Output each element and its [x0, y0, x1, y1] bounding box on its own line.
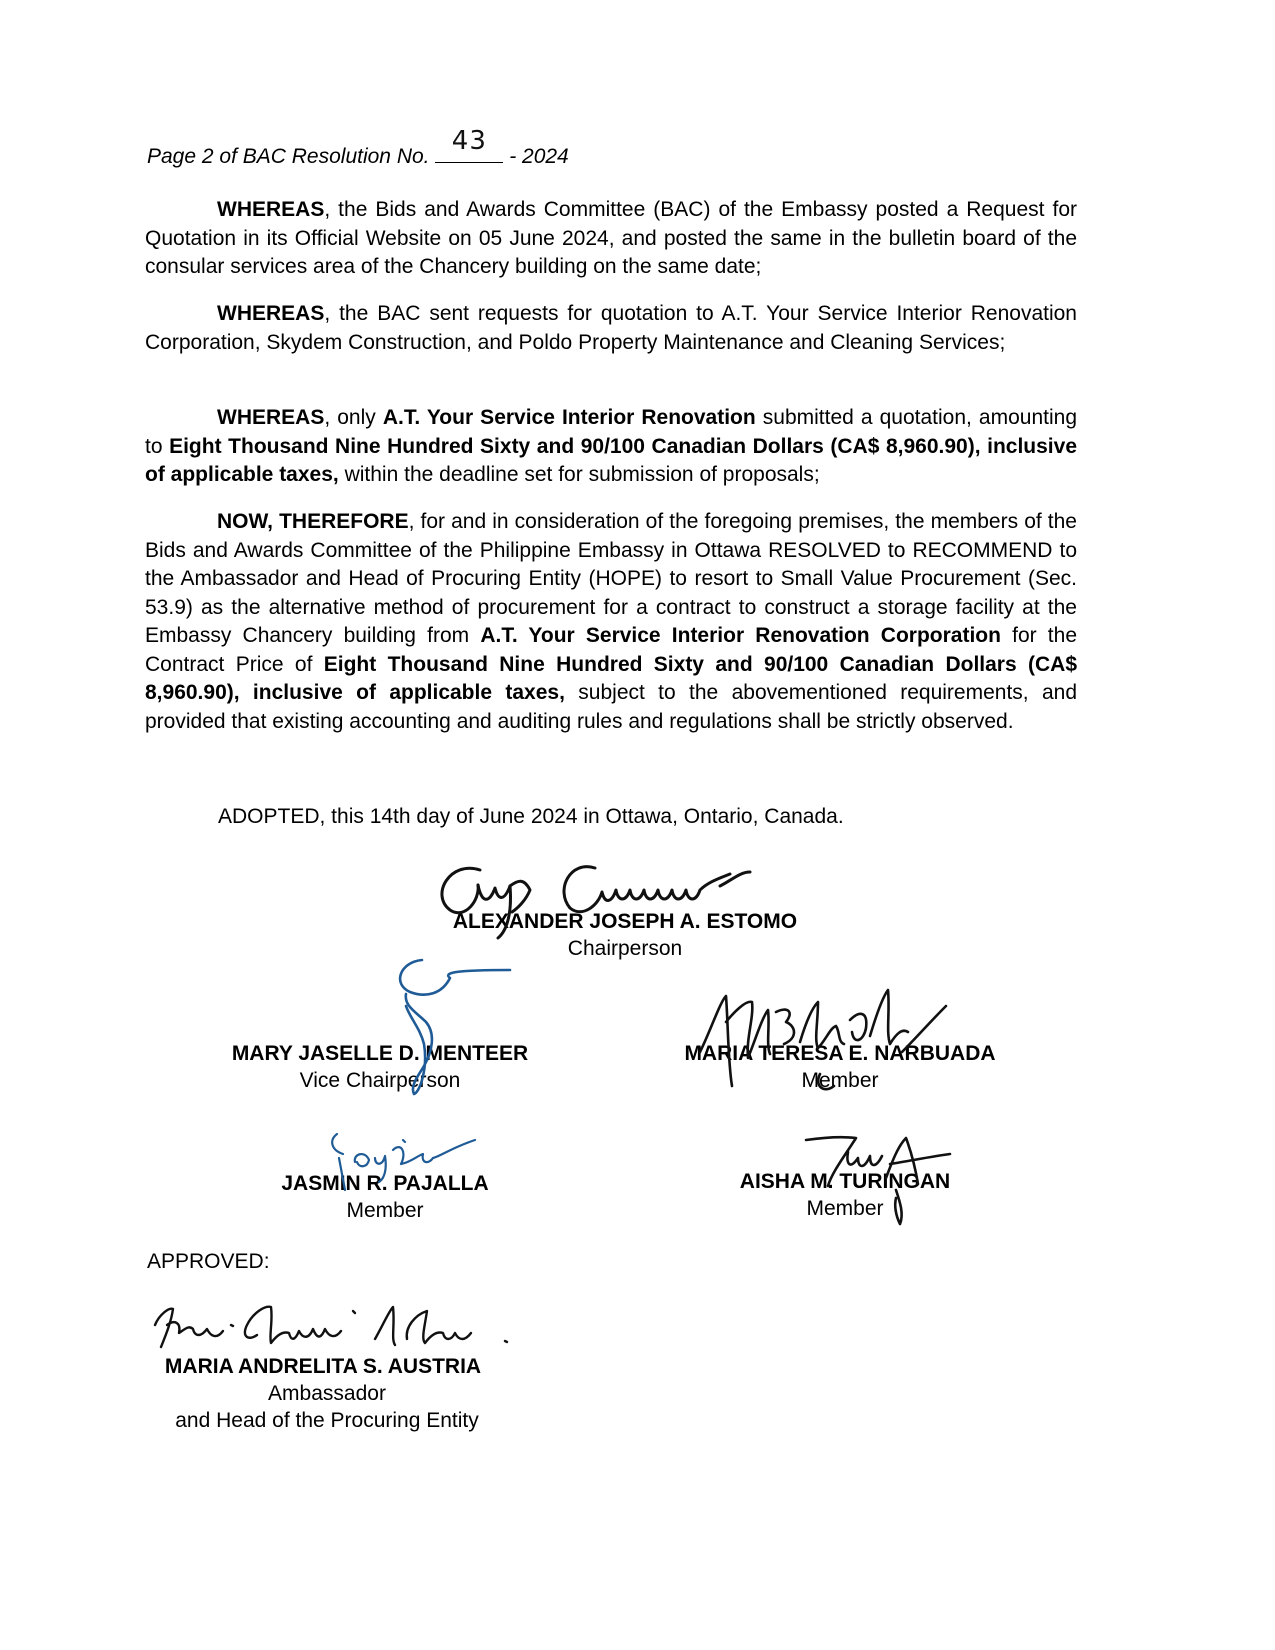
- paragraph-text: , the BAC sent requests for quotation to A.T. Your Service Interior Renovation Corporation, Skydem Construction, and Poldo Property Maintenance and Cleaning Services;: [145, 302, 1077, 354]
- supplier-name: A.T. Your Service Interior Renovation Corporation: [480, 624, 1001, 647]
- signatory-name: JASMIN R. PAJALLA: [281, 1172, 489, 1195]
- paragraph-text: for the Contract Price of: [145, 624, 1078, 676]
- paragraph-text: submitted a quotation, amounting to: [145, 406, 1077, 458]
- header-suffix: - 2024: [509, 145, 569, 168]
- signature-block-vice-chair: [200, 1040, 560, 1094]
- whereas-paragraph-1: [145, 196, 1077, 282]
- whereas-paragraph-2: [145, 300, 1077, 357]
- signature-block-chair: [420, 908, 830, 962]
- contract-price: Eight Thousand Nine Hundred Sixty and 90/100 Canadian Dollars (CA$ 8,960.90), inclusive of applicable taxes,: [145, 652, 1077, 704]
- header-prefix: Page 2 of BAC Resolution No.: [147, 145, 430, 168]
- signatory-title: Chairperson: [567, 937, 683, 960]
- signatory-title: Ambassador: [268, 1382, 386, 1405]
- signatory-title: Vice Chairperson: [299, 1069, 461, 1092]
- adopted-statement: ADOPTED, this 14th day of June 2024 in Ottawa, Ontario, Canada.: [218, 805, 844, 828]
- signatory-title: and Head of the Procuring Entity: [175, 1409, 479, 1432]
- signatory-title: Member: [801, 1069, 879, 1092]
- whereas-paragraph-3: [145, 404, 1077, 490]
- signatory-name: MARY JASELLE D. MENTEER: [231, 1042, 529, 1065]
- whereas-lead: WHEREAS: [217, 406, 325, 429]
- paragraph-text: , for and in consideration of the foregoing premises, the members of the Bids and Awards Committee of the Philippine Embassy in Ottawa RESOLVED to RECOMMEND to the Ambassador and Head of Procuring Entity (HOPE) to resort to Small Value Procurement (Sec. 53.9) as the alternative method of procurement for a contract to construct a storage facility at the Embassy Chancery building from: [145, 510, 1077, 647]
- paragraph-text: within the deadline set for submission of proposals;: [338, 463, 820, 486]
- resolution-paragraph: [145, 508, 1077, 736]
- signature-block-member-2: [220, 1170, 550, 1224]
- page-header: [147, 126, 569, 169]
- paragraph-text: , the Bids and Awards Committee (BAC) of the Embassy posted a Request for Quotation in its Official Website on 05 June 2024, and posted the same in the bulletin board of the consular services area of the Chancery building on the same date;: [145, 198, 1077, 278]
- signatory-name: MARIA TERESA E. NARBUADA: [684, 1042, 996, 1065]
- signatory-name: ALEXANDER JOSEPH A. ESTOMO: [452, 910, 798, 933]
- paragraph-text: , only: [324, 406, 383, 429]
- paragraph-text: subject to the abovementioned requirements, and provided that existing accounting and auditing rules and regulations shall be strictly observed.: [145, 681, 1078, 733]
- quotation-amount: Eight Thousand Nine Hundred Sixty and 90/100 Canadian Dollars (CA$ 8,960.90), inclusive of applicable taxes,: [145, 434, 1077, 486]
- signature-block-member-3: [690, 1168, 1000, 1222]
- signatory-name: MARIA ANDRELITA S. AUSTRIA: [164, 1355, 482, 1378]
- signature-ambassador-graphic: [145, 1295, 515, 1355]
- signature-block-ambassador: [145, 1353, 501, 1434]
- signatory-title: Member: [806, 1197, 884, 1220]
- whereas-lead: WHEREAS: [217, 302, 325, 325]
- approved-label: APPROVED:: [147, 1250, 270, 1273]
- signatory-title: Member: [346, 1199, 424, 1222]
- signature-block-member-1: [650, 1040, 1030, 1094]
- signatory-name: AISHA M. TURINGAN: [739, 1170, 951, 1193]
- supplier-name: A.T. Your Service Interior Renovation: [382, 406, 756, 429]
- now-therefore-lead: NOW, THEREFORE: [217, 510, 409, 533]
- resolution-number: [435, 126, 503, 163]
- whereas-lead: WHEREAS: [217, 198, 325, 221]
- resolution-number-handwritten: 43: [451, 126, 487, 156]
